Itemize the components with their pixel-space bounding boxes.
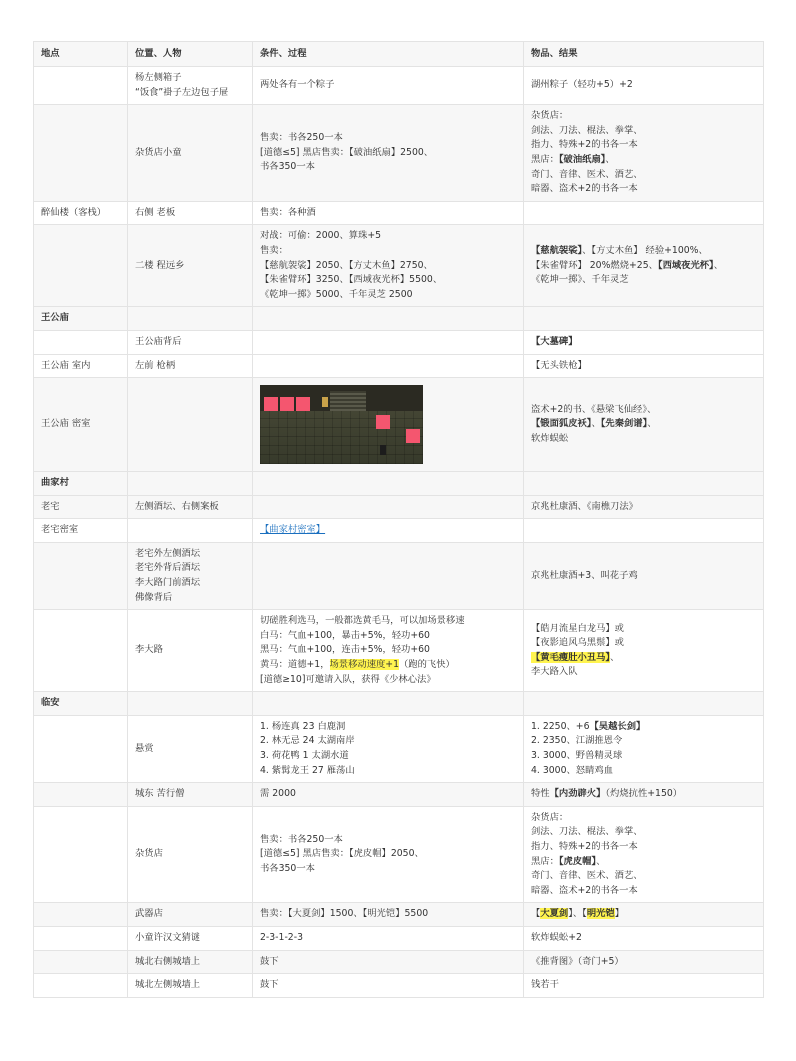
cell-position: 王公庙背后 bbox=[128, 330, 253, 354]
cell-location: 老宅 bbox=[34, 495, 128, 519]
bold-item-name: 【破油纸扇】 bbox=[558, 153, 606, 165]
cell-result: 【无头铁枪】 bbox=[524, 354, 764, 378]
text-segment: 、 bbox=[605, 153, 615, 165]
table-row bbox=[34, 806, 764, 903]
cell-result bbox=[524, 519, 764, 543]
table-row bbox=[34, 542, 764, 609]
cell-condition bbox=[253, 330, 524, 354]
cell-position bbox=[128, 67, 253, 105]
cell-condition bbox=[253, 105, 524, 202]
bold-item-name: 【先秦剑谱】 bbox=[600, 418, 648, 430]
cell-line: 指力、特殊+2的书各一本 bbox=[531, 840, 638, 852]
table-row bbox=[34, 926, 764, 950]
section-title: 王公庙 bbox=[34, 307, 128, 331]
cell-result bbox=[524, 201, 764, 225]
cell-position bbox=[128, 692, 253, 716]
cell-line: 售卖：各种酒 bbox=[260, 206, 316, 218]
cell-result: 钱若干 bbox=[524, 974, 764, 998]
section-title: 临安 bbox=[34, 692, 128, 716]
cell-line bbox=[260, 658, 516, 673]
highlighted-item-name: 【黄毛瘦肚小丑马】 bbox=[531, 651, 611, 663]
cell-position: 城东 苦行僧 bbox=[128, 783, 253, 807]
table-row bbox=[34, 519, 764, 543]
cell-result bbox=[524, 378, 764, 472]
document-page bbox=[33, 41, 763, 998]
cell-position: 杂货店 bbox=[128, 806, 253, 903]
cell-line: [道德≤5] 黑店售卖：【虎皮帽】2050、 bbox=[260, 848, 424, 860]
table-row bbox=[34, 330, 764, 354]
cell-line: 李大路门前酒坛 bbox=[135, 577, 201, 589]
cell-line: 湖州粽子（轻功+5）+2 bbox=[531, 79, 633, 91]
cell-position bbox=[128, 472, 253, 496]
text-segment: 、 bbox=[582, 244, 592, 256]
cell-line bbox=[531, 244, 756, 259]
header-position-person: 位置、人物 bbox=[128, 42, 253, 67]
cell-line: “饭食”褂子左边包子屉 bbox=[135, 86, 229, 98]
cell-result bbox=[524, 903, 764, 927]
cell-line: 两处各有一个粽子 bbox=[260, 79, 335, 91]
cell-line: 3. 荷花鸭 1 太湖水道 bbox=[260, 750, 349, 761]
text-segment: 】 bbox=[614, 908, 625, 920]
cell-result: 京兆杜康酒、《南樵刀法》 bbox=[524, 495, 764, 519]
text-segment: 、 bbox=[647, 418, 657, 430]
cell-line: 对战：可偷：2000、算珠+5 bbox=[260, 230, 382, 242]
map-marker bbox=[406, 429, 420, 443]
cell-line: 右侧 老板 bbox=[135, 206, 176, 218]
cell-line: 老宅外左侧酒坛 bbox=[135, 547, 201, 559]
cell-location bbox=[34, 715, 128, 782]
text-segment: 特性 bbox=[531, 788, 550, 800]
cell-line: 软炸蜈蚣 bbox=[531, 432, 569, 444]
cell-line: 杂货店： bbox=[531, 811, 569, 823]
cell-position: 城北左侧城墙上 bbox=[128, 974, 253, 998]
cell-line: 售卖： bbox=[260, 244, 288, 256]
cell-position bbox=[128, 307, 253, 331]
table-row bbox=[34, 225, 764, 307]
cell-condition bbox=[253, 201, 524, 225]
table-row bbox=[34, 495, 764, 519]
cell-line: 奇门、音律、医术、酒艺、 bbox=[531, 870, 643, 882]
cell-condition bbox=[253, 542, 524, 609]
cell-line: 切磋胜利选马，一般都选黄毛马，可以加场景移速 bbox=[260, 615, 465, 627]
table-row bbox=[34, 715, 764, 782]
cell-position bbox=[128, 201, 253, 225]
cell-line: [道德≥10]可邀请入队，获得《少林心法》 bbox=[260, 673, 436, 685]
cell-line: 二楼 程远乡 bbox=[135, 259, 185, 271]
cell-location bbox=[34, 783, 128, 807]
table-row bbox=[34, 201, 764, 225]
cell-line: 剑法、刀法、棍法、拳掌、 bbox=[531, 826, 643, 838]
cell-condition bbox=[253, 354, 524, 378]
cell-location bbox=[34, 806, 128, 903]
cell-position: 悬赏 bbox=[128, 715, 253, 782]
cell-condition bbox=[253, 715, 524, 782]
map-marker bbox=[264, 397, 278, 411]
cell-condition bbox=[253, 307, 524, 331]
text-segment: 、 bbox=[591, 418, 601, 430]
cell-location bbox=[34, 926, 128, 950]
cell-line: 暗器、盗术+2的书各一本 bbox=[531, 884, 638, 896]
cell-position: 左侧酒坛、右侧案板 bbox=[128, 495, 253, 519]
cell-location: 醉仙楼（客栈） bbox=[34, 201, 128, 225]
cell-location bbox=[34, 950, 128, 974]
cell-line bbox=[531, 153, 756, 168]
cell-result: 【大墓碑】 bbox=[524, 330, 764, 354]
cell-line: 盗术+2的书、《悬梁飞仙经》、 bbox=[531, 403, 657, 415]
cell-location bbox=[34, 903, 128, 927]
map-stairs bbox=[330, 391, 366, 411]
cell-condition bbox=[253, 610, 524, 692]
highlighted-item-name: 大夏剑 bbox=[540, 908, 569, 920]
cell-condition: 鼓下 bbox=[253, 974, 524, 998]
cell-condition bbox=[253, 806, 524, 903]
cell-location bbox=[34, 330, 128, 354]
table-row bbox=[34, 950, 764, 974]
cell-line: 杂货店小童 bbox=[135, 146, 182, 158]
bold-item-name: 【慈航袈裟】 bbox=[531, 244, 583, 256]
cell-line: 2. 林无忌 24 太湖南岸 bbox=[260, 735, 355, 747]
highlighted-text: 场景移动速度+1 bbox=[329, 659, 399, 671]
cell-condition bbox=[253, 67, 524, 105]
cell-condition: 需 2000 bbox=[253, 783, 524, 807]
cell-position bbox=[128, 105, 253, 202]
walkthrough-table bbox=[33, 41, 764, 998]
text-segment: 、 bbox=[596, 855, 606, 867]
cell-line: 白马：气血+100，暴击+5%，轻功+60 bbox=[260, 629, 430, 641]
cell-line bbox=[531, 259, 756, 274]
cell-condition bbox=[253, 472, 524, 496]
cell-line: 【夜影追风乌黑鬃】或 bbox=[531, 637, 624, 649]
cell-position bbox=[128, 225, 253, 307]
cell-condition bbox=[253, 225, 524, 307]
cell-location bbox=[34, 974, 128, 998]
cell-line: 4. 紫髯龙王 27 雁荡山 bbox=[260, 764, 355, 776]
table-row bbox=[34, 974, 764, 998]
cell-condition: 2-3-1-2-3 bbox=[253, 926, 524, 950]
text-segment: 【朱雀臂环】 20%燃烧+25、 bbox=[531, 259, 658, 271]
text-segment: 经验+100%、 bbox=[642, 244, 708, 256]
secret-room-map-image bbox=[260, 385, 423, 464]
map-marker bbox=[296, 397, 310, 411]
cell-position bbox=[128, 378, 253, 472]
section-row bbox=[34, 472, 764, 496]
text-segment: 、 bbox=[610, 651, 620, 663]
cell-line: 暗器、盗术+2的书各一本 bbox=[531, 183, 638, 195]
cell-result bbox=[524, 307, 764, 331]
cell-location bbox=[34, 542, 128, 609]
cell-position: 武器店 bbox=[128, 903, 253, 927]
cell-position: 李大路 bbox=[128, 610, 253, 692]
cell-line: 2. 2350、江湖推恩令 bbox=[531, 735, 623, 747]
cell-line: 《乾坤一掷》、千年灵芝 bbox=[531, 274, 629, 286]
bold-item-name: 【内劲辟火】 bbox=[549, 788, 606, 800]
text-segment: 、 bbox=[713, 259, 724, 271]
cell-line bbox=[531, 651, 756, 666]
text-segment: （跑的飞快） bbox=[399, 659, 455, 671]
table-row bbox=[34, 67, 764, 105]
cell-location bbox=[34, 67, 128, 105]
cell-line: 【皓月流星白龙马】或 bbox=[531, 622, 624, 634]
cell-condition bbox=[253, 378, 524, 472]
cell-result bbox=[524, 610, 764, 692]
cell-line: 售卖：书各250一本 bbox=[260, 132, 343, 144]
secret-room-link[interactable]: 【曲家村密室】 bbox=[260, 524, 326, 536]
cell-line: 奇门、音律、医术、酒艺、 bbox=[531, 168, 643, 180]
cell-result bbox=[524, 105, 764, 202]
table-row bbox=[34, 354, 764, 378]
cell-location bbox=[34, 610, 128, 692]
cell-position: 城北右侧城墙上 bbox=[128, 950, 253, 974]
section-title: 曲家村 bbox=[34, 472, 128, 496]
map-character bbox=[380, 445, 386, 455]
cell-result bbox=[524, 783, 764, 807]
cell-position: 小童许汉文猜谜 bbox=[128, 926, 253, 950]
cell-condition bbox=[253, 495, 524, 519]
cell-location: 王公庙 密室 bbox=[34, 378, 128, 472]
cell-position: 左前 枪柄 bbox=[128, 354, 253, 378]
cell-line: 佛像背后 bbox=[135, 591, 173, 603]
cell-line: 4. 3000、怒睛鸡血 bbox=[531, 764, 613, 776]
text-segment: 黑店： bbox=[531, 153, 559, 165]
table-row bbox=[34, 105, 764, 202]
cell-result: 软炸蜈蚣+2 bbox=[524, 926, 764, 950]
cell-condition bbox=[253, 692, 524, 716]
cell-line: 【朱雀臂环】3250、【西域夜光杯】5500、 bbox=[260, 274, 443, 286]
text-segment: 1. 2250、+6 bbox=[531, 720, 590, 732]
highlighted-item-name: 明光铠 bbox=[586, 908, 615, 920]
cell-condition: 鼓下 bbox=[253, 950, 524, 974]
cell-result bbox=[524, 715, 764, 782]
cell-line bbox=[531, 417, 756, 432]
cell-result: 京兆杜康酒+3、叫花子鸡 bbox=[524, 542, 764, 609]
bold-item-name: 【西域夜光杯】 bbox=[657, 259, 714, 271]
table-row bbox=[34, 903, 764, 927]
table-header-row bbox=[34, 42, 764, 67]
cell-result bbox=[524, 472, 764, 496]
cell-line: 1. 杨连真 23 白鹿洞 bbox=[260, 720, 346, 732]
cell-location bbox=[34, 225, 128, 307]
bold-item-name: 【虎皮帽】 bbox=[558, 855, 597, 867]
bold-item-name: 【吴越长剑】 bbox=[589, 720, 646, 732]
table-row bbox=[34, 610, 764, 692]
text-segment: 黑店： bbox=[531, 855, 559, 867]
cell-line bbox=[531, 720, 756, 735]
section-row bbox=[34, 307, 764, 331]
text-segment: （灼烧抗性+150） bbox=[605, 788, 683, 800]
cell-result bbox=[524, 67, 764, 105]
section-row bbox=[34, 692, 764, 716]
cell-line: 杨左侧箱子 bbox=[135, 72, 182, 83]
text-segment: 黄马：道德+1， bbox=[260, 659, 330, 671]
cell-location: 王公庙 室内 bbox=[34, 354, 128, 378]
text-segment: 【方丈木鱼】 bbox=[591, 244, 643, 256]
cell-condition bbox=[253, 519, 524, 543]
cell-line: 杂货店： bbox=[531, 110, 569, 122]
bold-item-name: 【锻面狐皮袄】 bbox=[531, 418, 592, 430]
cell-line: 书各350一本 bbox=[260, 862, 315, 874]
cell-result: 《推背图》（奇门+5） bbox=[524, 950, 764, 974]
map-lantern bbox=[322, 397, 328, 407]
cell-condition: 售卖：【大夏剑】1500、【明光铠】5500 bbox=[253, 903, 524, 927]
header-location: 地点 bbox=[34, 42, 128, 67]
table-row bbox=[34, 783, 764, 807]
cell-position bbox=[128, 542, 253, 609]
header-condition-process: 条件、过程 bbox=[253, 42, 524, 67]
cell-line: 剑法、刀法、棍法、拳掌、 bbox=[531, 124, 643, 136]
cell-line: 《乾坤一掷》5000、千年灵芝 2500 bbox=[260, 288, 413, 300]
text-segment: 【 bbox=[531, 908, 541, 920]
cell-line: 李大路入队 bbox=[531, 666, 578, 678]
map-marker bbox=[376, 415, 390, 429]
cell-line: 书各350一本 bbox=[260, 161, 315, 173]
cell-location bbox=[34, 105, 128, 202]
map-marker bbox=[280, 397, 294, 411]
cell-result bbox=[524, 692, 764, 716]
table-row bbox=[34, 378, 764, 472]
cell-line: 3. 3000、野兽精灵球 bbox=[531, 750, 623, 761]
text-segment: 】、【 bbox=[568, 908, 587, 920]
cell-location: 老宅密室 bbox=[34, 519, 128, 543]
cell-line: 指力、特殊+2的书各一本 bbox=[531, 139, 638, 151]
cell-result bbox=[524, 806, 764, 903]
cell-line: 黑马：气血+100，连击+5%，轻功+60 bbox=[260, 644, 430, 656]
header-item-result: 物品、结果 bbox=[524, 42, 764, 67]
cell-line: [道德≤5] 黑店售卖：【破油纸扇】2500、 bbox=[260, 146, 434, 158]
cell-position bbox=[128, 519, 253, 543]
cell-line: 【慈航袈裟】2050、【方丈木鱼】2750、 bbox=[260, 259, 433, 271]
cell-line bbox=[531, 855, 756, 870]
cell-line: 售卖：书各250一本 bbox=[260, 833, 343, 845]
cell-line: 老宅外背后酒坛 bbox=[135, 562, 201, 574]
cell-result bbox=[524, 225, 764, 307]
